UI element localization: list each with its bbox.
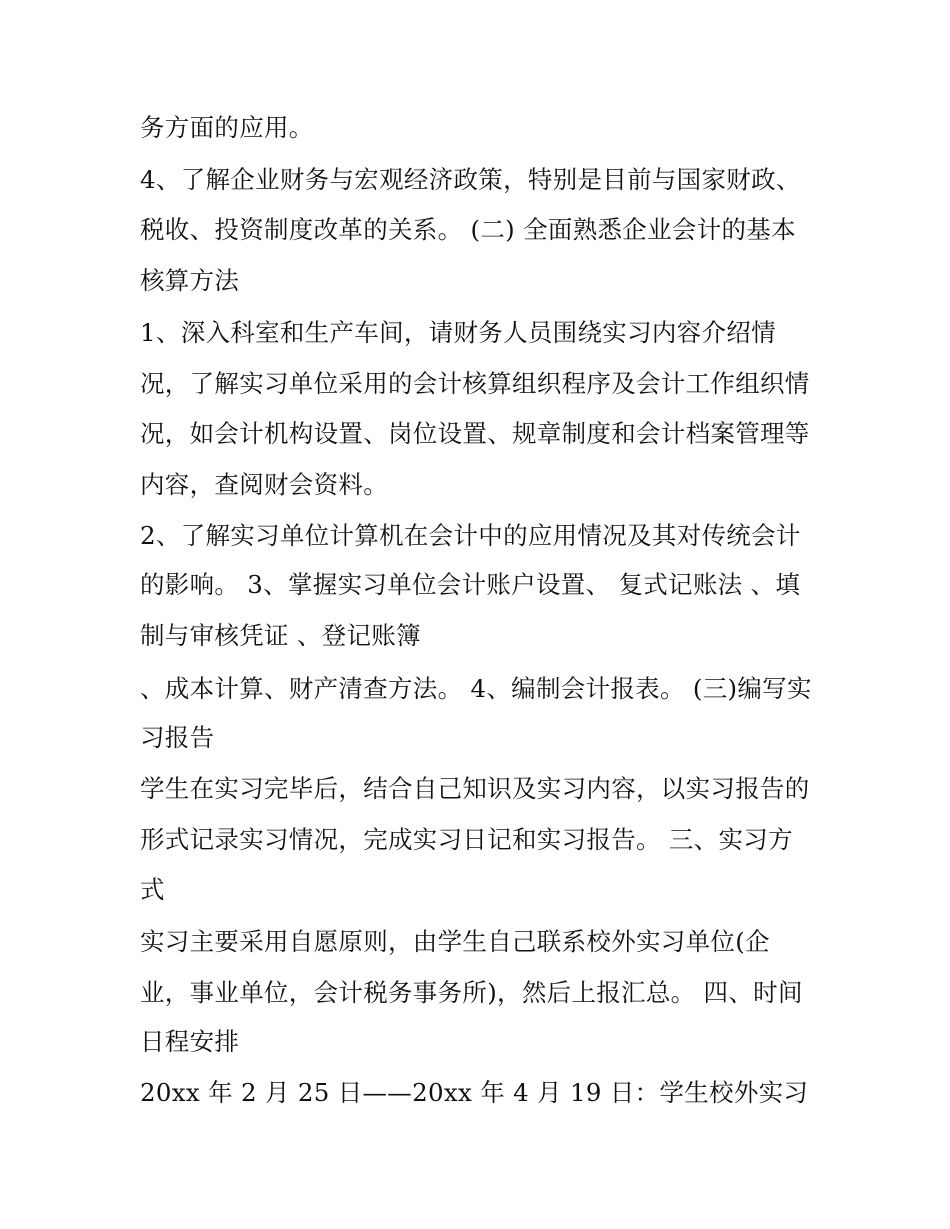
text-line: 核算方法 [140,266,240,295]
text-line: 、成本计算、财产清查方法。 4、编制会计报表。 (三)编写实 [140,674,812,703]
text-line: 2、了解实习单位计算机在会计中的应用情况及其对传统会计 [140,521,801,550]
text-line: 1、深入科室和生产车间，请财务人员围绕实习内容介绍情 [140,318,776,347]
text-line: 习报告 [140,723,215,752]
text-line: 的影响。 3、掌握实习单位会计账户设置、 复式记账法 、填 [140,570,801,599]
text-line: 学生在实习完毕后，结合自己知识及实习内容，以实习报告的 [140,774,810,803]
text-line: 式 [140,875,165,904]
text-line: 税收、投资制度改革的关系。 (二) 全面熟悉企业会计的基本 [140,215,796,244]
text-line: 制与审核凭证 、登记账簿 [140,621,421,650]
text-line: 实习主要采用自愿原则，由学生自己联系校外实习单位(企 [140,927,770,956]
text-line: 4、了解企业财务与宏观经济政策，特别是目前与国家财政、 [140,165,801,194]
text-line: 日程安排 [140,1027,240,1056]
text-line: 况，了解实习单位采用的会计核算组织程序及会计工作组织情 [140,369,810,398]
text-line: 20xx 年 2 月 25 日——20xx 年 4 月 19 日：学生校外实习 [140,1078,809,1107]
text-line: 务方面的应用。 [140,113,314,142]
text-line: 形式记录实习情况，完成实习日记和实习报告。 三、实习方 [140,825,793,854]
text-line: 内容，查阅财会资料。 [140,470,388,499]
text-line: 况，如会计机构设置、岗位设置、规章制度和会计档案管理等 [140,419,810,448]
text-line: 业，事业单位，会计税务事务所)，然后上报汇总。 四、时间 [140,978,803,1007]
